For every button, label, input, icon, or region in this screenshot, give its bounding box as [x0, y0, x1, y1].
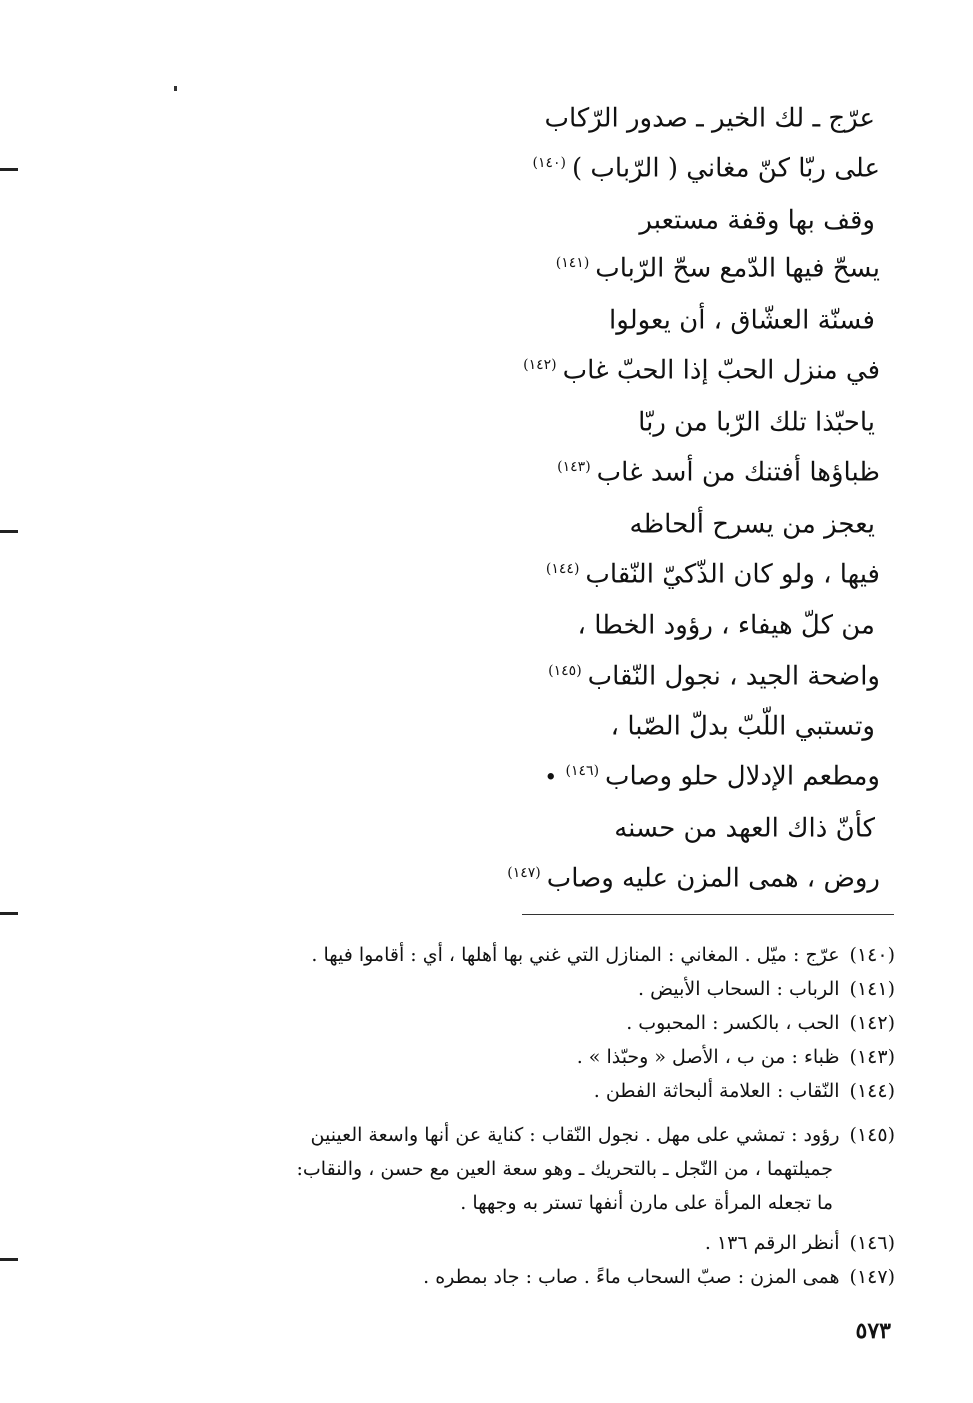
- footnote: (١٤١)الرباب : السحاب الأبيض .: [638, 978, 895, 1000]
- poem-line: في منزل الحبّ إذا الحبّ غاب$^{(١٤٢)}$: [523, 355, 880, 386]
- poem-line: فيها ، ولو كان الذّكيّ النّقاب$^{(١٤٤)}$: [545, 559, 880, 590]
- footnote: (١٤٦)أنظر الرقم ١٣٦ .: [704, 1232, 895, 1254]
- poem-line: يعجز من يسرح ألحاظه: [629, 509, 875, 540]
- poem-line: فسنّة العشّاق ، أن يعولوا: [609, 305, 875, 336]
- poem-line: ياحبّذا تلك الرّبا من ربّا: [638, 407, 875, 438]
- footnote: (١٤٣)ظباء : من ب ، الأصل « وحبّذا » .: [576, 1046, 895, 1068]
- poem-line: وقف بها وقفة مستعبر: [639, 205, 875, 236]
- footnote-continuation: ما تجعله المرأة على مارن أنفها تستر به وجهها .: [460, 1192, 833, 1214]
- page-number: ٥٧٣: [855, 1318, 891, 1344]
- footnote: (١٤٠)عرّج : ميّل . المغاني : المنازل التي غني بها أهلها ، أي : أقاموا فيها .: [311, 944, 895, 966]
- poem-line: روض ، همى المزن عليه وصاب$^{(١٤٧)}$: [507, 863, 880, 894]
- poem-line: على ربّا كنّ مغاني ( الرّباب )$^{(١٤٠)}$: [532, 153, 880, 184]
- poem-line: يسحّ فيها الدّمع سحّ الرّباب$^{(١٤١)}$: [555, 253, 880, 284]
- footnote: (١٤٤)النّقاب : العلامة ألبحاثة الفطن .: [593, 1080, 895, 1102]
- poem-line: ظباؤها أفتنك من أسد غاب$^{(١٤٣)}$: [557, 457, 880, 488]
- margin-mark: [0, 168, 18, 171]
- poem-line: وتستبي اللّبّ بدلّ الصّبا ،: [610, 711, 875, 742]
- poem-line: ومطعم الإدلال حلو وصاب$^{(١٤٦)}$ •: [544, 761, 880, 792]
- footnote-separator: [522, 914, 894, 915]
- poem-line: واضحة الجيد ، نجول النّقاب$^{(١٤٥)}$: [548, 661, 880, 692]
- footnote: (١٤٧)همى المزن : صبّ السحاب ماءً . صاب : جاد بمطره .: [423, 1266, 895, 1288]
- margin-mark: [0, 912, 18, 915]
- margin-mark: [0, 530, 18, 533]
- margin-mark: [0, 1258, 18, 1261]
- ink-dot: [174, 86, 177, 91]
- poem-line: من كلّ هيفاء ، رؤود الخطا ،: [577, 610, 875, 641]
- poem-line: كأنّ ذاك العهد من حسنه: [614, 813, 875, 844]
- footnote: (١٤٢)الحب ، بالكسر : المحبوب .: [626, 1012, 895, 1034]
- poem-line: عرّج ـ لك الخير ـ صدور الرّكاب: [544, 103, 875, 134]
- footnote-continuation: جميلتهما ، من النّجل ـ بالتحريك ـ وهو سعة العين مع حسن ، والنقاب:: [296, 1158, 833, 1180]
- footnote: (١٤٥)رؤود : تمشي على مهل . نجول النّقاب : كناية عن أنها واسعة العينين: [310, 1124, 895, 1146]
